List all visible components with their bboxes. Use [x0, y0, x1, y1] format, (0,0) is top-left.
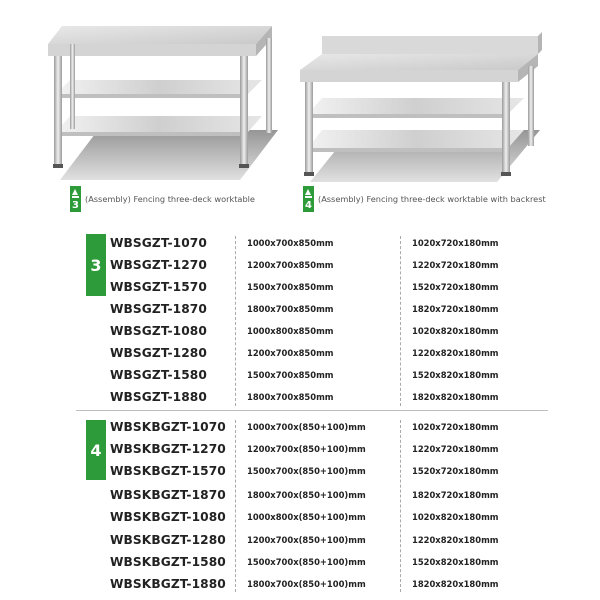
table-row — [0, 368, 600, 390]
table-row — [0, 258, 600, 280]
table-row — [0, 236, 600, 258]
table-row — [0, 390, 600, 412]
table-row — [0, 510, 600, 532]
package-dimensions: 1220x720x180mm — [412, 260, 499, 270]
caption-left-text: (Assembly) Fencing three-deck worktable — [85, 194, 255, 204]
model-code: WBSGZT-1280 — [110, 346, 207, 360]
model-code: WBSGZT-1870 — [110, 302, 207, 316]
model-code: WBSGZT-1580 — [110, 368, 207, 382]
table-dimensions: 1500x700x850mm — [247, 282, 334, 292]
package-dimensions: 1520x720x180mm — [412, 466, 499, 476]
model-code: WBSGZT-1070 — [110, 236, 207, 250]
table-row — [0, 533, 600, 555]
model-code: WBSKBGZT-1280 — [110, 533, 226, 547]
package-dimensions: 1520x820x180mm — [412, 370, 499, 380]
table-dimensions: 1200x700x850mm — [247, 260, 334, 270]
table-dimensions: 1200x700x850mm — [247, 348, 334, 358]
section-divider — [76, 410, 548, 411]
package-dimensions: 1820x820x180mm — [412, 392, 499, 402]
section-3-badge: 3 — [86, 234, 106, 296]
model-code: WBSKBGZT-1080 — [110, 510, 226, 524]
table-dimensions: 1000x700x850mm — [247, 238, 334, 248]
table-dimensions: 1800x700x850mm — [247, 304, 334, 314]
table-row — [0, 577, 600, 599]
table-dimensions: 1800x700x850mm — [247, 392, 334, 402]
model-code: WBSGZT-1570 — [110, 280, 207, 294]
model-code: WBSGZT-1270 — [110, 258, 207, 272]
model-code: WBSKBGZT-1880 — [110, 577, 226, 591]
model-code: WBSKBGZT-1070 — [110, 420, 226, 434]
model-code: WBSGZT-1880 — [110, 390, 207, 404]
table-row — [0, 346, 600, 368]
table-row — [0, 302, 600, 324]
table-row — [0, 488, 600, 510]
arrow-up-icon — [72, 189, 78, 195]
model-code: WBSKBGZT-1580 — [110, 555, 226, 569]
section-4-badge: 4 — [86, 420, 106, 480]
table-dimensions: 1000x700x(850+100)mm — [247, 422, 366, 432]
model-code: WBSKBGZT-1870 — [110, 488, 226, 502]
model-code: WBSKBGZT-1270 — [110, 442, 226, 456]
model-code: WBSKBGZT-1570 — [110, 464, 226, 478]
package-dimensions: 1020x720x180mm — [412, 238, 499, 248]
arrow-up-icon — [305, 189, 311, 195]
table-row — [0, 324, 600, 346]
table-dimensions: 1000x800x(850+100)mm — [247, 512, 366, 522]
package-dimensions: 1220x820x180mm — [412, 535, 499, 545]
package-dimensions: 1820x720x180mm — [412, 304, 499, 314]
table-row — [0, 280, 600, 302]
table-row — [0, 442, 600, 464]
table-row — [0, 555, 600, 577]
worktable-backrest-image — [292, 12, 554, 187]
package-dimensions: 1520x720x180mm — [412, 282, 499, 292]
table-dimensions: 1000x800x850mm — [247, 326, 334, 336]
table-row — [0, 464, 600, 486]
model-code: WBSGZT-1080 — [110, 324, 207, 338]
package-dimensions: 1020x720x180mm — [412, 422, 499, 432]
package-dimensions: 1220x820x180mm — [412, 348, 499, 358]
package-dimensions: 1220x720x180mm — [412, 444, 499, 454]
caption-right-text: (Assembly) Fencing three-deck worktable with backrest — [318, 194, 546, 204]
package-dimensions: 1820x720x180mm — [412, 490, 499, 500]
caption-right-badge: 4 — [303, 186, 314, 212]
package-dimensions: 1020x820x180mm — [412, 326, 499, 336]
caption-left — [70, 185, 255, 213]
table-row — [0, 420, 600, 442]
caption-left-badge: 3 — [70, 186, 81, 212]
table-dimensions: 1200x700x(850+100)mm — [247, 444, 366, 454]
package-dimensions: 1520x820x180mm — [412, 557, 499, 567]
caption-right — [303, 185, 546, 213]
bar-icon — [305, 196, 312, 198]
table-dimensions: 1200x700x(850+100)mm — [247, 535, 366, 545]
table-dimensions: 1500x700x850mm — [247, 370, 334, 380]
package-dimensions: 1820x820x180mm — [412, 579, 499, 589]
worktable-image — [40, 20, 290, 185]
table-dimensions: 1800x700x(850+100)mm — [247, 579, 366, 589]
package-dimensions: 1020x820x180mm — [412, 512, 499, 522]
bar-icon — [72, 196, 79, 198]
table-dimensions: 1500x700x(850+100)mm — [247, 557, 366, 567]
table-dimensions: 1800x700x(850+100)mm — [247, 490, 366, 500]
table-dimensions: 1500x700x(850+100)mm — [247, 466, 366, 476]
